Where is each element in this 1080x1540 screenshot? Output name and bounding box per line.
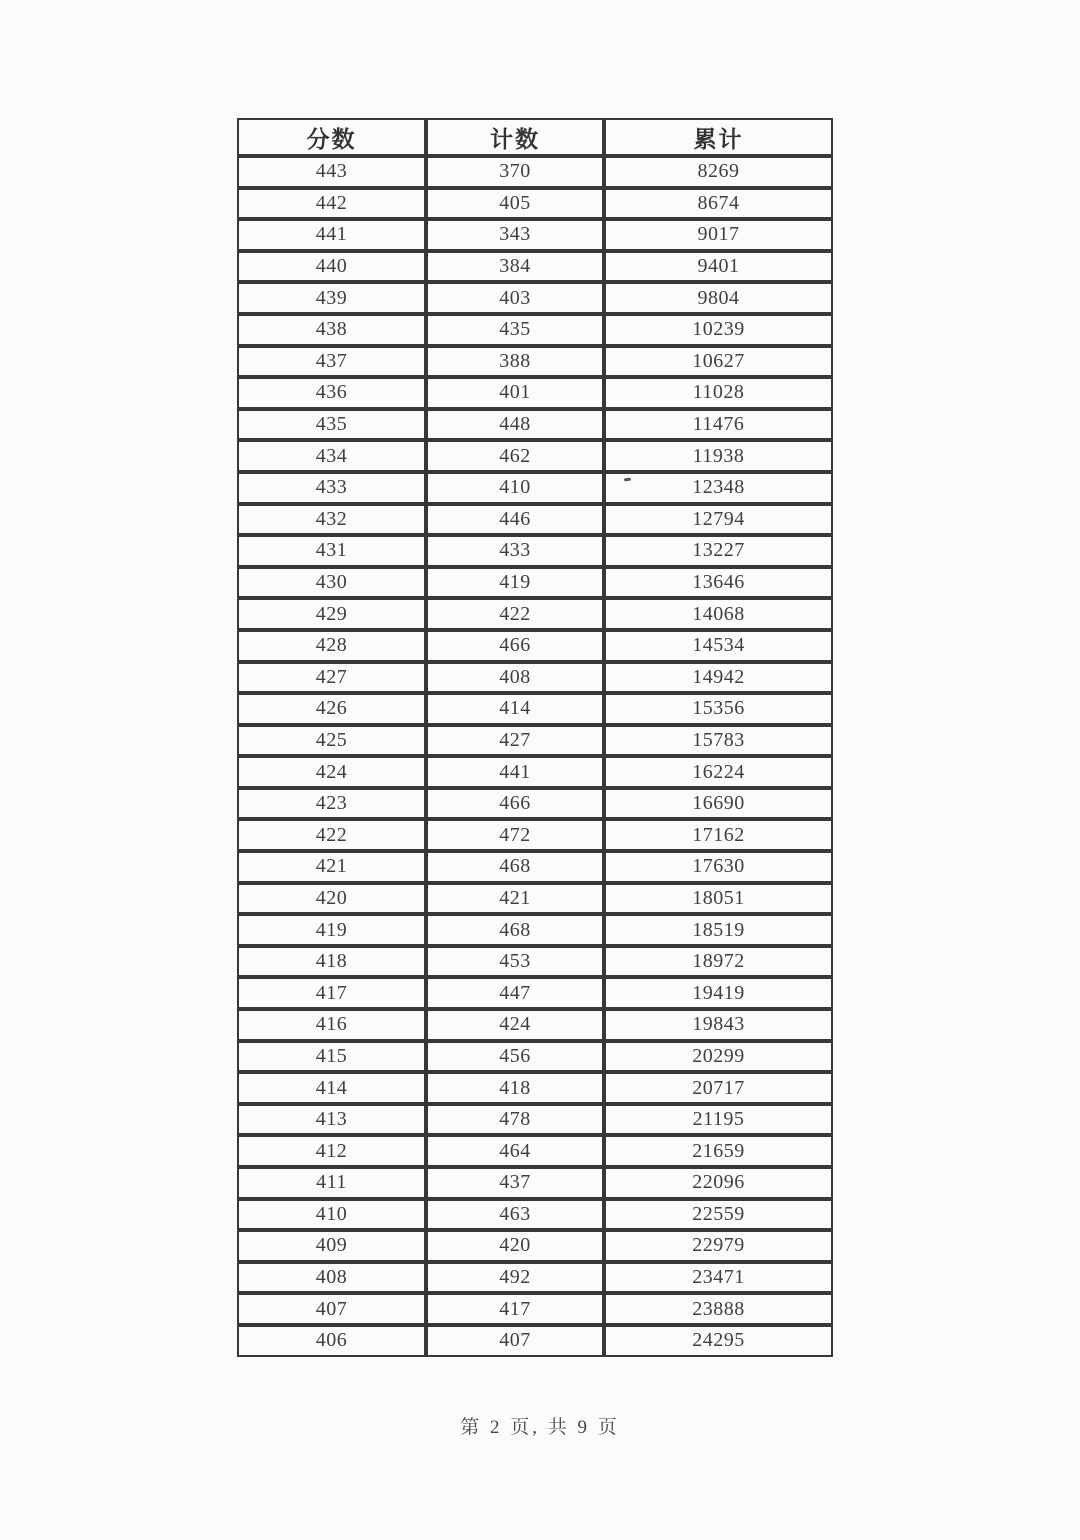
- column-header-score: 分数: [237, 118, 426, 156]
- cumulative-cell: 22979: [604, 1230, 833, 1262]
- table-row: [237, 1262, 833, 1294]
- score-cell: 423: [237, 788, 426, 820]
- score-cell: 416: [237, 1009, 426, 1041]
- count-cell: 410: [426, 472, 604, 504]
- table-row: [237, 693, 833, 725]
- table-row: [237, 883, 833, 915]
- cumulative-cell: 24295: [604, 1325, 833, 1357]
- column-header-cumulative: 累计: [604, 118, 833, 156]
- count-cell: 446: [426, 504, 604, 536]
- count-cell: 466: [426, 630, 604, 662]
- cumulative-cell: 11938: [604, 440, 833, 472]
- cumulative-cell: 18519: [604, 914, 833, 946]
- count-cell: 441: [426, 756, 604, 788]
- cumulative-cell: 14068: [604, 598, 833, 630]
- score-cell: 439: [237, 282, 426, 314]
- cumulative-cell: 23471: [604, 1262, 833, 1294]
- table-row: [237, 314, 833, 346]
- table-row: [237, 535, 833, 567]
- cumulative-cell: 23888: [604, 1293, 833, 1325]
- table-row: [237, 409, 833, 441]
- score-cell: 443: [237, 156, 426, 188]
- table-row: [237, 977, 833, 1009]
- table-row: [237, 472, 833, 504]
- cumulative-cell: 17630: [604, 851, 833, 883]
- cumulative-cell: 8269: [604, 156, 833, 188]
- score-cell: 427: [237, 662, 426, 694]
- score-table: [237, 118, 833, 1357]
- score-cell: 440: [237, 251, 426, 283]
- count-cell: 464: [426, 1135, 604, 1167]
- cumulative-cell: 20717: [604, 1072, 833, 1104]
- score-cell: 429: [237, 598, 426, 630]
- score-cell: 431: [237, 535, 426, 567]
- table-row: [237, 1293, 833, 1325]
- table-row: [237, 1009, 833, 1041]
- column-header-count: 计数: [426, 118, 604, 156]
- count-cell: 462: [426, 440, 604, 472]
- table-row: [237, 188, 833, 220]
- cumulative-cell: 12348: [604, 472, 833, 504]
- score-cell: 442: [237, 188, 426, 220]
- score-cell: 417: [237, 977, 426, 1009]
- cumulative-cell: 9401: [604, 251, 833, 283]
- table-row: [237, 1325, 833, 1357]
- score-cell: 422: [237, 819, 426, 851]
- count-cell: 384: [426, 251, 604, 283]
- table-row: [237, 662, 833, 694]
- score-cell: 425: [237, 725, 426, 757]
- table-row: [237, 1230, 833, 1262]
- count-cell: 424: [426, 1009, 604, 1041]
- cumulative-cell: 14942: [604, 662, 833, 694]
- table-row: [237, 1072, 833, 1104]
- count-cell: 419: [426, 567, 604, 599]
- count-cell: 478: [426, 1104, 604, 1136]
- score-cell: 438: [237, 314, 426, 346]
- page-footer: 第 2 页, 共 9 页: [460, 1417, 620, 1438]
- table-row: [237, 1167, 833, 1199]
- count-cell: 417: [426, 1293, 604, 1325]
- score-cell: 424: [237, 756, 426, 788]
- cumulative-cell: 11476: [604, 409, 833, 441]
- score-cell: 418: [237, 946, 426, 978]
- cumulative-cell: 22096: [604, 1167, 833, 1199]
- count-cell: 418: [426, 1072, 604, 1104]
- cumulative-cell: 16224: [604, 756, 833, 788]
- score-cell: 412: [237, 1135, 426, 1167]
- count-cell: 437: [426, 1167, 604, 1199]
- count-cell: 401: [426, 377, 604, 409]
- score-cell: 406: [237, 1325, 426, 1357]
- cumulative-cell: 20299: [604, 1041, 833, 1073]
- table-row: [237, 251, 833, 283]
- table-row: [237, 1041, 833, 1073]
- table-row: [237, 1135, 833, 1167]
- table-row: [237, 219, 833, 251]
- count-cell: 472: [426, 819, 604, 851]
- table-row: [237, 504, 833, 536]
- count-cell: 456: [426, 1041, 604, 1073]
- count-cell: 492: [426, 1262, 604, 1294]
- table-body: [237, 156, 833, 1357]
- cumulative-cell: 9017: [604, 219, 833, 251]
- table-row: [237, 851, 833, 883]
- score-cell: 409: [237, 1230, 426, 1262]
- table-row: [237, 1104, 833, 1136]
- count-cell: 421: [426, 883, 604, 915]
- cumulative-cell: 18051: [604, 883, 833, 915]
- count-cell: 468: [426, 914, 604, 946]
- score-cell: 408: [237, 1262, 426, 1294]
- cumulative-cell: 19843: [604, 1009, 833, 1041]
- cumulative-cell: 22559: [604, 1199, 833, 1231]
- table-row: [237, 756, 833, 788]
- cumulative-cell: 19419: [604, 977, 833, 1009]
- score-cell: 436: [237, 377, 426, 409]
- count-cell: 370: [426, 156, 604, 188]
- table-row: [237, 377, 833, 409]
- score-cell: 415: [237, 1041, 426, 1073]
- count-cell: 427: [426, 725, 604, 757]
- table-row: [237, 282, 833, 314]
- cumulative-cell: 15356: [604, 693, 833, 725]
- score-cell: 420: [237, 883, 426, 915]
- cumulative-cell: 14534: [604, 630, 833, 662]
- cumulative-cell: 15783: [604, 725, 833, 757]
- table-row: [237, 1199, 833, 1231]
- count-cell: 388: [426, 346, 604, 378]
- count-cell: 422: [426, 598, 604, 630]
- count-cell: 466: [426, 788, 604, 820]
- count-cell: 447: [426, 977, 604, 1009]
- count-cell: 463: [426, 1199, 604, 1231]
- score-cell: 419: [237, 914, 426, 946]
- count-cell: 408: [426, 662, 604, 694]
- count-cell: 420: [426, 1230, 604, 1262]
- table-row: [237, 946, 833, 978]
- table-row: [237, 788, 833, 820]
- cumulative-cell: 13227: [604, 535, 833, 567]
- table-row: [237, 630, 833, 662]
- cumulative-cell: 11028: [604, 377, 833, 409]
- score-cell: 414: [237, 1072, 426, 1104]
- count-cell: 405: [426, 188, 604, 220]
- score-cell: 441: [237, 219, 426, 251]
- score-cell: 426: [237, 693, 426, 725]
- table-header-row: [237, 118, 833, 156]
- cumulative-cell: 10239: [604, 314, 833, 346]
- cumulative-cell: 21195: [604, 1104, 833, 1136]
- score-cell: 413: [237, 1104, 426, 1136]
- score-cell: 437: [237, 346, 426, 378]
- table-row: [237, 598, 833, 630]
- count-cell: 343: [426, 219, 604, 251]
- cumulative-cell: 8674: [604, 188, 833, 220]
- score-cell: 411: [237, 1167, 426, 1199]
- table-row: [237, 914, 833, 946]
- cumulative-cell: 10627: [604, 346, 833, 378]
- score-cell: 428: [237, 630, 426, 662]
- score-cell: 433: [237, 472, 426, 504]
- cumulative-cell: 18972: [604, 946, 833, 978]
- cumulative-cell: 9804: [604, 282, 833, 314]
- count-cell: 453: [426, 946, 604, 978]
- table-row: [237, 567, 833, 599]
- score-cell: 430: [237, 567, 426, 599]
- table-row: [237, 346, 833, 378]
- count-cell: 414: [426, 693, 604, 725]
- cumulative-cell: 13646: [604, 567, 833, 599]
- score-cell: 407: [237, 1293, 426, 1325]
- score-cell: 432: [237, 504, 426, 536]
- score-cell: 421: [237, 851, 426, 883]
- table-row: [237, 156, 833, 188]
- score-cell: 434: [237, 440, 426, 472]
- count-cell: 435: [426, 314, 604, 346]
- score-cell: 410: [237, 1199, 426, 1231]
- cumulative-cell: 12794: [604, 504, 833, 536]
- cumulative-cell: 21659: [604, 1135, 833, 1167]
- table-row: [237, 819, 833, 851]
- score-cell: 435: [237, 409, 426, 441]
- count-cell: 403: [426, 282, 604, 314]
- cumulative-cell: 16690: [604, 788, 833, 820]
- count-cell: 468: [426, 851, 604, 883]
- count-cell: 407: [426, 1325, 604, 1357]
- table-row: [237, 725, 833, 757]
- count-cell: 433: [426, 535, 604, 567]
- count-cell: 448: [426, 409, 604, 441]
- table-row: [237, 440, 833, 472]
- cumulative-cell: 17162: [604, 819, 833, 851]
